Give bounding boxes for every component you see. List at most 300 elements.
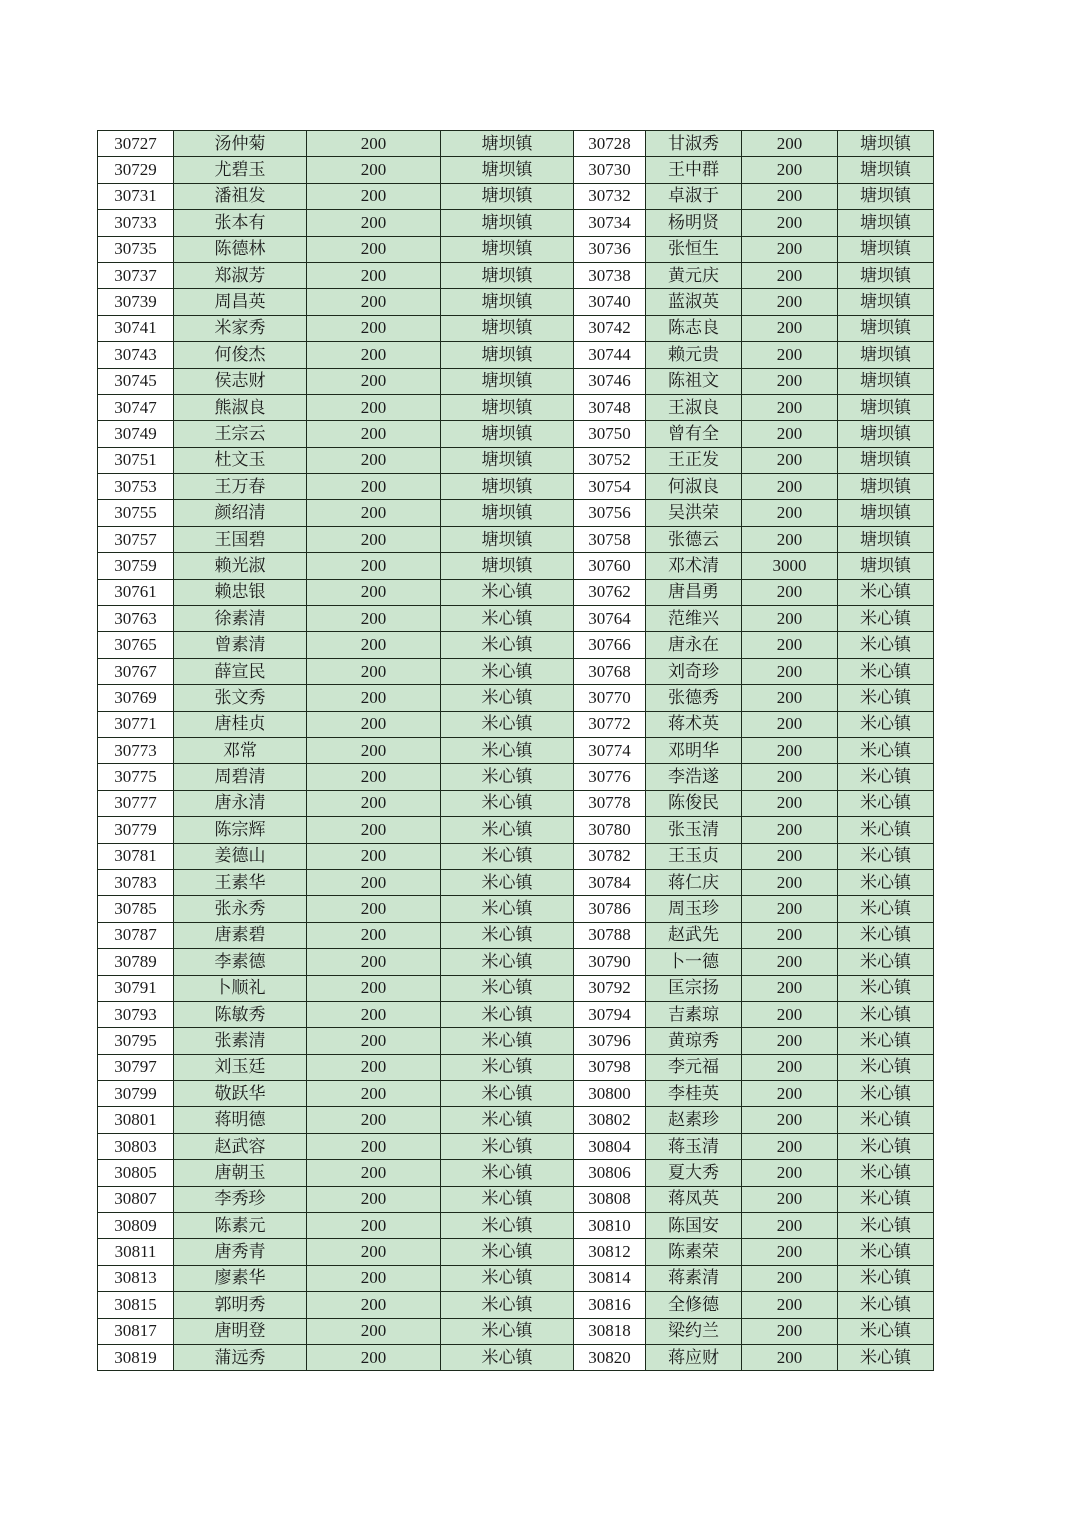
right-id-cell: 30756: [574, 500, 646, 526]
right-amount-cell: 200: [742, 1001, 838, 1027]
right-id-cell: 30736: [574, 236, 646, 262]
right-id-cell: 30770: [574, 685, 646, 711]
right-town-cell: 米心镇: [838, 1344, 934, 1370]
right-id-cell: 30818: [574, 1318, 646, 1344]
left-name-cell: 敬跃华: [174, 1081, 307, 1107]
left-name-cell: 潘祖发: [174, 183, 307, 209]
table-row: [98, 1318, 934, 1344]
left-town-cell: 米心镇: [441, 817, 574, 843]
left-id-cell: 30769: [98, 685, 174, 711]
left-town-cell: 米心镇: [441, 1081, 574, 1107]
left-name-cell: 唐桂贞: [174, 711, 307, 737]
left-name-cell: 周碧清: [174, 764, 307, 790]
left-town-cell: 米心镇: [441, 1028, 574, 1054]
right-town-cell: 米心镇: [838, 1292, 934, 1318]
right-town-cell: 米心镇: [838, 1213, 934, 1239]
left-amount-cell: 200: [307, 553, 441, 579]
right-id-cell: 30788: [574, 922, 646, 948]
left-amount-cell: 200: [307, 975, 441, 1001]
right-name-cell: 邓明华: [646, 737, 742, 763]
table-row: [98, 737, 934, 763]
left-town-cell: 塘坝镇: [441, 131, 574, 157]
left-id-cell: 30779: [98, 817, 174, 843]
right-id-cell: 30754: [574, 474, 646, 500]
left-amount-cell: 200: [307, 447, 441, 473]
table-row: [98, 869, 934, 895]
table-row: [98, 315, 934, 341]
right-amount-cell: 200: [742, 183, 838, 209]
right-amount-cell: 200: [742, 1239, 838, 1265]
right-name-cell: 黄元庆: [646, 262, 742, 288]
left-name-cell: 熊淑良: [174, 394, 307, 420]
left-amount-cell: 200: [307, 922, 441, 948]
right-id-cell: 30802: [574, 1107, 646, 1133]
left-name-cell: 邓常: [174, 737, 307, 763]
right-id-cell: 30798: [574, 1054, 646, 1080]
right-amount-cell: 200: [742, 1265, 838, 1291]
left-town-cell: 塘坝镇: [441, 526, 574, 552]
table-row: [98, 526, 934, 552]
right-amount-cell: 200: [742, 737, 838, 763]
left-id-cell: 30793: [98, 1001, 174, 1027]
right-id-cell: 30732: [574, 183, 646, 209]
right-town-cell: 米心镇: [838, 606, 934, 632]
left-name-cell: 米家秀: [174, 315, 307, 341]
left-id-cell: 30787: [98, 922, 174, 948]
right-name-cell: 卓淑于: [646, 183, 742, 209]
right-name-cell: 李元福: [646, 1054, 742, 1080]
left-town-cell: 塘坝镇: [441, 474, 574, 500]
left-amount-cell: 200: [307, 1028, 441, 1054]
left-name-cell: 廖素华: [174, 1265, 307, 1291]
left-amount-cell: 200: [307, 632, 441, 658]
table-row: [98, 843, 934, 869]
left-id-cell: 30763: [98, 606, 174, 632]
left-id-cell: 30797: [98, 1054, 174, 1080]
right-amount-cell: 200: [742, 896, 838, 922]
right-id-cell: 30734: [574, 210, 646, 236]
right-amount-cell: 200: [742, 157, 838, 183]
table-row: [98, 421, 934, 447]
right-name-cell: 何淑良: [646, 474, 742, 500]
right-amount-cell: 200: [742, 1160, 838, 1186]
left-town-cell: 塘坝镇: [441, 394, 574, 420]
left-id-cell: 30743: [98, 342, 174, 368]
left-town-cell: 米心镇: [441, 1213, 574, 1239]
left-name-cell: 王国碧: [174, 526, 307, 552]
table-row: [98, 1160, 934, 1186]
left-name-cell: 尤碧玉: [174, 157, 307, 183]
left-amount-cell: 200: [307, 394, 441, 420]
right-name-cell: 王正发: [646, 447, 742, 473]
left-id-cell: 30753: [98, 474, 174, 500]
right-amount-cell: 200: [742, 922, 838, 948]
right-amount-cell: 200: [742, 711, 838, 737]
left-amount-cell: 200: [307, 289, 441, 315]
right-id-cell: 30794: [574, 1001, 646, 1027]
right-name-cell: 范维兴: [646, 606, 742, 632]
right-amount-cell: 200: [742, 131, 838, 157]
left-town-cell: 米心镇: [441, 1186, 574, 1212]
right-town-cell: 米心镇: [838, 949, 934, 975]
left-town-cell: 米心镇: [441, 606, 574, 632]
left-name-cell: 王素华: [174, 869, 307, 895]
table-row: [98, 183, 934, 209]
right-town-cell: 米心镇: [838, 632, 934, 658]
table-row: [98, 1081, 934, 1107]
left-amount-cell: 200: [307, 500, 441, 526]
table-row: [98, 1239, 934, 1265]
left-amount-cell: 200: [307, 1265, 441, 1291]
left-id-cell: 30809: [98, 1213, 174, 1239]
left-town-cell: 塘坝镇: [441, 315, 574, 341]
left-amount-cell: 200: [307, 474, 441, 500]
left-town-cell: 米心镇: [441, 1160, 574, 1186]
right-id-cell: 30800: [574, 1081, 646, 1107]
table-row: [98, 1186, 934, 1212]
table-row: [98, 236, 934, 262]
right-town-cell: 米心镇: [838, 1265, 934, 1291]
right-name-cell: 蒋应财: [646, 1344, 742, 1370]
left-id-cell: 30749: [98, 421, 174, 447]
left-amount-cell: 200: [307, 1001, 441, 1027]
right-amount-cell: 200: [742, 210, 838, 236]
right-town-cell: 塘坝镇: [838, 183, 934, 209]
right-name-cell: 匡宗扬: [646, 975, 742, 1001]
right-name-cell: 周玉珍: [646, 896, 742, 922]
right-id-cell: 30780: [574, 817, 646, 843]
right-amount-cell: 200: [742, 1054, 838, 1080]
right-amount-cell: 200: [742, 606, 838, 632]
right-amount-cell: 200: [742, 289, 838, 315]
right-amount-cell: 200: [742, 315, 838, 341]
table-row: [98, 606, 934, 632]
right-id-cell: 30766: [574, 632, 646, 658]
right-amount-cell: 200: [742, 1186, 838, 1212]
right-name-cell: 蒋玉清: [646, 1133, 742, 1159]
left-amount-cell: 200: [307, 1344, 441, 1370]
left-id-cell: 30731: [98, 183, 174, 209]
right-name-cell: 陈俊民: [646, 790, 742, 816]
left-id-cell: 30755: [98, 500, 174, 526]
left-town-cell: 米心镇: [441, 869, 574, 895]
left-amount-cell: 200: [307, 157, 441, 183]
right-town-cell: 塘坝镇: [838, 500, 934, 526]
right-amount-cell: 200: [742, 1107, 838, 1133]
table-row: [98, 394, 934, 420]
left-town-cell: 塘坝镇: [441, 500, 574, 526]
table-row: [98, 131, 934, 157]
left-town-cell: 米心镇: [441, 1001, 574, 1027]
left-id-cell: 30795: [98, 1028, 174, 1054]
left-amount-cell: 200: [307, 579, 441, 605]
right-town-cell: 塘坝镇: [838, 131, 934, 157]
left-amount-cell: 200: [307, 843, 441, 869]
left-name-cell: 赖光淑: [174, 553, 307, 579]
left-town-cell: 米心镇: [441, 1318, 574, 1344]
table-row: [98, 553, 934, 579]
left-name-cell: 侯志财: [174, 368, 307, 394]
left-amount-cell: 200: [307, 1186, 441, 1212]
right-name-cell: 梁约兰: [646, 1318, 742, 1344]
left-town-cell: 塘坝镇: [441, 342, 574, 368]
left-name-cell: 张本有: [174, 210, 307, 236]
left-id-cell: 30803: [98, 1133, 174, 1159]
right-town-cell: 米心镇: [838, 1186, 934, 1212]
right-name-cell: 刘奇珍: [646, 658, 742, 684]
left-amount-cell: 200: [307, 315, 441, 341]
right-id-cell: 30810: [574, 1213, 646, 1239]
left-name-cell: 陈素元: [174, 1213, 307, 1239]
right-id-cell: 30796: [574, 1028, 646, 1054]
right-town-cell: 米心镇: [838, 1160, 934, 1186]
left-town-cell: 塘坝镇: [441, 289, 574, 315]
right-id-cell: 30742: [574, 315, 646, 341]
left-town-cell: 米心镇: [441, 1265, 574, 1291]
left-name-cell: 张永秀: [174, 896, 307, 922]
right-amount-cell: 200: [742, 1344, 838, 1370]
left-town-cell: 米心镇: [441, 896, 574, 922]
right-id-cell: 30808: [574, 1186, 646, 1212]
right-amount-cell: 200: [742, 1028, 838, 1054]
left-town-cell: 塘坝镇: [441, 210, 574, 236]
left-town-cell: 米心镇: [441, 922, 574, 948]
right-amount-cell: 200: [742, 526, 838, 552]
left-town-cell: 塘坝镇: [441, 262, 574, 288]
right-town-cell: 塘坝镇: [838, 474, 934, 500]
table-row: [98, 289, 934, 315]
table-row: [98, 579, 934, 605]
right-amount-cell: 3000: [742, 553, 838, 579]
left-town-cell: 塘坝镇: [441, 236, 574, 262]
right-amount-cell: 200: [742, 817, 838, 843]
left-id-cell: 30761: [98, 579, 174, 605]
right-name-cell: 蒋术英: [646, 711, 742, 737]
right-town-cell: 米心镇: [838, 658, 934, 684]
right-name-cell: 张德云: [646, 526, 742, 552]
right-town-cell: 米心镇: [838, 1001, 934, 1027]
table-row: [98, 1028, 934, 1054]
left-town-cell: 米心镇: [441, 711, 574, 737]
right-id-cell: 30814: [574, 1265, 646, 1291]
right-name-cell: 蓝淑英: [646, 289, 742, 315]
left-town-cell: 米心镇: [441, 579, 574, 605]
right-town-cell: 米心镇: [838, 869, 934, 895]
right-name-cell: 李桂英: [646, 1081, 742, 1107]
right-amount-cell: 200: [742, 1318, 838, 1344]
right-town-cell: 米心镇: [838, 1081, 934, 1107]
left-id-cell: 30767: [98, 658, 174, 684]
left-town-cell: 米心镇: [441, 1239, 574, 1265]
left-id-cell: 30815: [98, 1292, 174, 1318]
right-name-cell: 陈国安: [646, 1213, 742, 1239]
left-id-cell: 30775: [98, 764, 174, 790]
right-id-cell: 30764: [574, 606, 646, 632]
right-id-cell: 30752: [574, 447, 646, 473]
right-id-cell: 30790: [574, 949, 646, 975]
right-amount-cell: 200: [742, 262, 838, 288]
right-id-cell: 30776: [574, 764, 646, 790]
right-id-cell: 30792: [574, 975, 646, 1001]
table-row: [98, 949, 934, 975]
right-name-cell: 曾有全: [646, 421, 742, 447]
right-name-cell: 王中群: [646, 157, 742, 183]
right-town-cell: 米心镇: [838, 1107, 934, 1133]
right-town-cell: 米心镇: [838, 764, 934, 790]
right-id-cell: 30758: [574, 526, 646, 552]
right-name-cell: 甘淑秀: [646, 131, 742, 157]
right-id-cell: 30772: [574, 711, 646, 737]
left-name-cell: 蒲远秀: [174, 1344, 307, 1370]
right-town-cell: 米心镇: [838, 817, 934, 843]
left-amount-cell: 200: [307, 183, 441, 209]
left-id-cell: 30741: [98, 315, 174, 341]
left-id-cell: 30773: [98, 737, 174, 763]
right-id-cell: 30804: [574, 1133, 646, 1159]
left-id-cell: 30777: [98, 790, 174, 816]
right-town-cell: 米心镇: [838, 1133, 934, 1159]
left-amount-cell: 200: [307, 711, 441, 737]
table-row: [98, 922, 934, 948]
left-name-cell: 郑淑芳: [174, 262, 307, 288]
table-row: [98, 632, 934, 658]
right-name-cell: 吴洪荣: [646, 500, 742, 526]
right-id-cell: 30774: [574, 737, 646, 763]
right-name-cell: 陈素荣: [646, 1239, 742, 1265]
left-id-cell: 30751: [98, 447, 174, 473]
data-table: [97, 130, 934, 1371]
right-amount-cell: 200: [742, 394, 838, 420]
right-town-cell: 塘坝镇: [838, 553, 934, 579]
left-name-cell: 陈德林: [174, 236, 307, 262]
right-amount-cell: 200: [742, 1292, 838, 1318]
left-id-cell: 30789: [98, 949, 174, 975]
left-town-cell: 米心镇: [441, 737, 574, 763]
left-name-cell: 陈敏秀: [174, 1001, 307, 1027]
left-amount-cell: 200: [307, 790, 441, 816]
right-id-cell: 30738: [574, 262, 646, 288]
right-town-cell: 塘坝镇: [838, 526, 934, 552]
table-row: [98, 975, 934, 1001]
right-town-cell: 塘坝镇: [838, 447, 934, 473]
right-town-cell: 塘坝镇: [838, 289, 934, 315]
left-amount-cell: 200: [307, 949, 441, 975]
table-row: [98, 1213, 934, 1239]
left-name-cell: 姜德山: [174, 843, 307, 869]
right-id-cell: 30782: [574, 843, 646, 869]
right-amount-cell: 200: [742, 632, 838, 658]
table-row: [98, 1292, 934, 1318]
right-id-cell: 30820: [574, 1344, 646, 1370]
table-row: [98, 447, 934, 473]
table-row: [98, 262, 934, 288]
left-town-cell: 米心镇: [441, 949, 574, 975]
left-town-cell: 米心镇: [441, 843, 574, 869]
left-town-cell: 塘坝镇: [441, 553, 574, 579]
left-id-cell: 30747: [98, 394, 174, 420]
table-row: [98, 658, 934, 684]
right-town-cell: 米心镇: [838, 1028, 934, 1054]
right-town-cell: 米心镇: [838, 896, 934, 922]
right-name-cell: 赖元贵: [646, 342, 742, 368]
left-amount-cell: 200: [307, 1107, 441, 1133]
left-name-cell: 张文秀: [174, 685, 307, 711]
right-id-cell: 30730: [574, 157, 646, 183]
right-town-cell: 米心镇: [838, 790, 934, 816]
table-row: [98, 1001, 934, 1027]
right-name-cell: 邓术清: [646, 553, 742, 579]
right-name-cell: 王淑良: [646, 394, 742, 420]
left-name-cell: 唐朝玉: [174, 1160, 307, 1186]
right-town-cell: 米心镇: [838, 843, 934, 869]
left-amount-cell: 200: [307, 1318, 441, 1344]
left-id-cell: 30791: [98, 975, 174, 1001]
left-id-cell: 30819: [98, 1344, 174, 1370]
right-town-cell: 塘坝镇: [838, 394, 934, 420]
right-town-cell: 米心镇: [838, 737, 934, 763]
left-id-cell: 30759: [98, 553, 174, 579]
right-town-cell: 塘坝镇: [838, 210, 934, 236]
table-row: [98, 210, 934, 236]
left-amount-cell: 200: [307, 1292, 441, 1318]
right-name-cell: 陈祖文: [646, 368, 742, 394]
table-row: [98, 790, 934, 816]
left-id-cell: 30783: [98, 869, 174, 895]
left-id-cell: 30807: [98, 1186, 174, 1212]
table-body: [98, 131, 934, 1371]
left-amount-cell: 200: [307, 817, 441, 843]
right-name-cell: 张德秀: [646, 685, 742, 711]
left-name-cell: 唐明登: [174, 1318, 307, 1344]
right-amount-cell: 200: [742, 1133, 838, 1159]
left-id-cell: 30757: [98, 526, 174, 552]
table-row: [98, 1054, 934, 1080]
right-name-cell: 蒋凤英: [646, 1186, 742, 1212]
left-id-cell: 30739: [98, 289, 174, 315]
table-row: [98, 685, 934, 711]
right-amount-cell: 200: [742, 790, 838, 816]
right-name-cell: 蒋素清: [646, 1265, 742, 1291]
right-name-cell: 蒋仁庆: [646, 869, 742, 895]
left-name-cell: 唐素碧: [174, 922, 307, 948]
left-name-cell: 何俊杰: [174, 342, 307, 368]
left-id-cell: 30733: [98, 210, 174, 236]
right-id-cell: 30762: [574, 579, 646, 605]
left-amount-cell: 200: [307, 685, 441, 711]
left-amount-cell: 200: [307, 342, 441, 368]
right-name-cell: 杨明贤: [646, 210, 742, 236]
left-town-cell: 塘坝镇: [441, 368, 574, 394]
left-amount-cell: 200: [307, 210, 441, 236]
right-id-cell: 30812: [574, 1239, 646, 1265]
right-town-cell: 米心镇: [838, 711, 934, 737]
right-amount-cell: 200: [742, 474, 838, 500]
left-name-cell: 汤仲菊: [174, 131, 307, 157]
table-row: [98, 368, 934, 394]
left-town-cell: 米心镇: [441, 1107, 574, 1133]
left-amount-cell: 200: [307, 236, 441, 262]
left-id-cell: 30799: [98, 1081, 174, 1107]
table-row: [98, 896, 934, 922]
left-amount-cell: 200: [307, 421, 441, 447]
right-amount-cell: 200: [742, 685, 838, 711]
table-row: [98, 157, 934, 183]
left-amount-cell: 200: [307, 1160, 441, 1186]
left-name-cell: 薛宣民: [174, 658, 307, 684]
left-town-cell: 塘坝镇: [441, 421, 574, 447]
left-id-cell: 30765: [98, 632, 174, 658]
table-row: [98, 500, 934, 526]
